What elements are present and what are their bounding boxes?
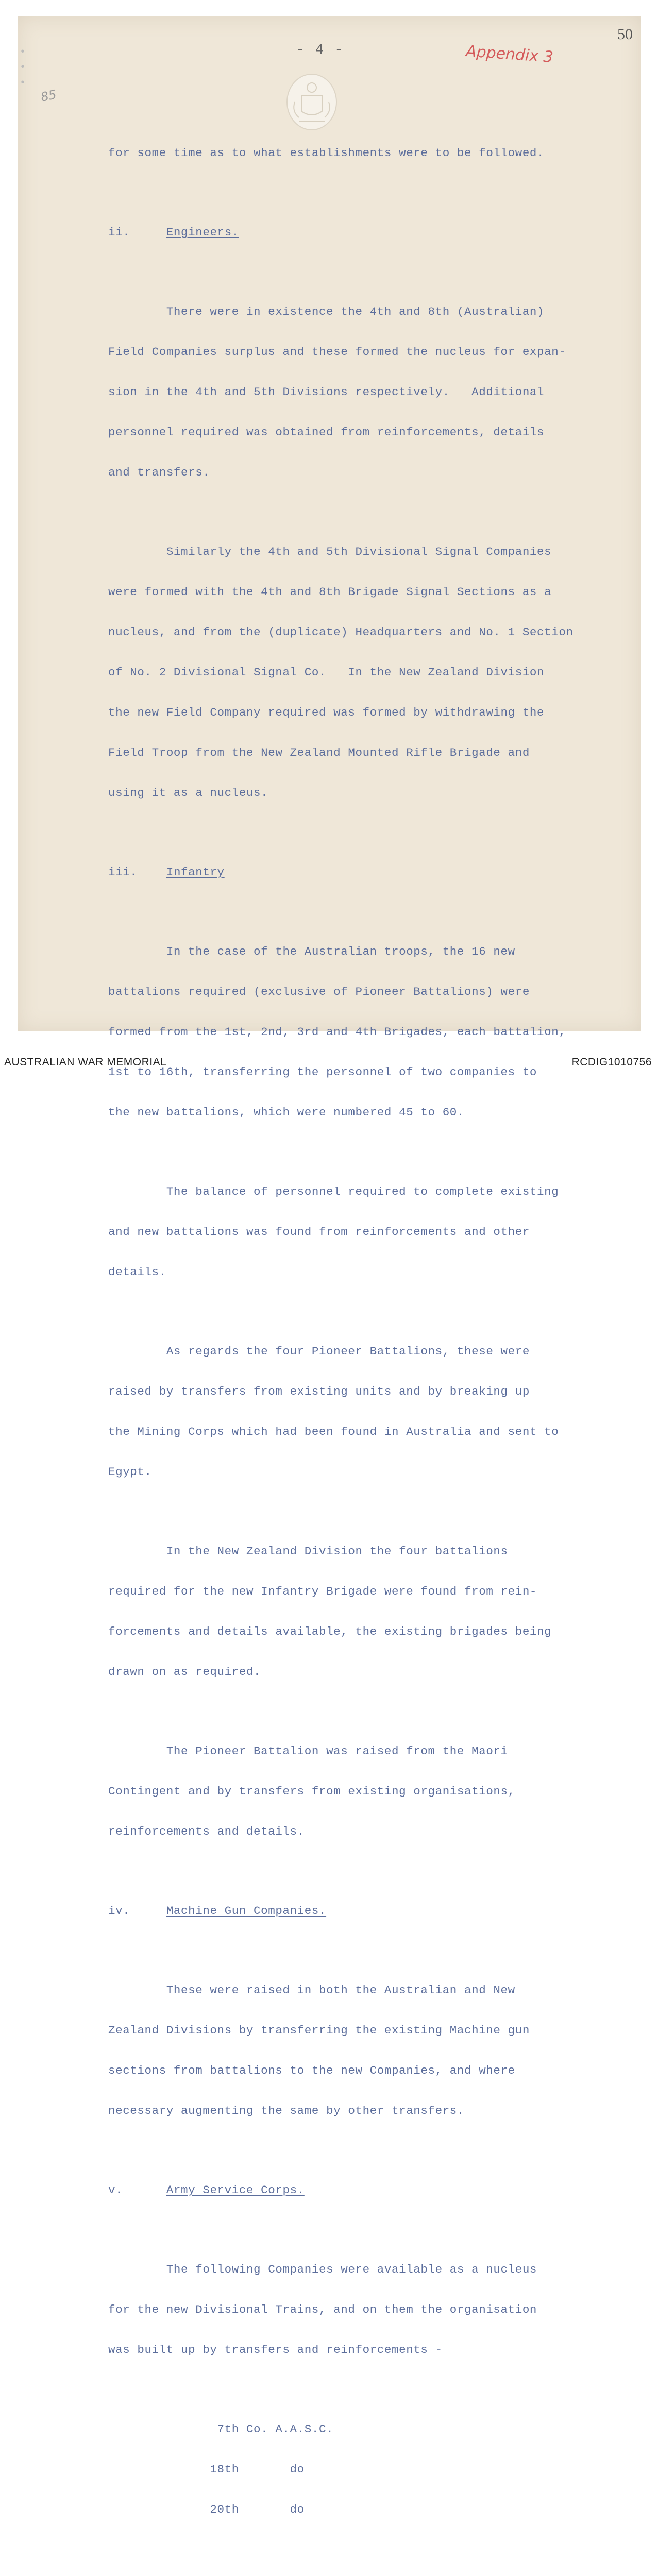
footer-institution: AUSTRALIAN WAR MEMORIAL	[4, 1056, 167, 1068]
text-line: Field Troop from the New Zealand Mounted Rifle Brigade and	[108, 746, 530, 759]
text-line: formed from the 1st, 2nd, 3rd and 4th Brigades, each battalion,	[108, 1025, 566, 1039]
text-line: In the case of the Australian troops, the 16 new	[108, 945, 515, 958]
text-line: were formed with the 4th and 8th Brigade Signal Sections as a	[108, 585, 552, 599]
text-line: sections from battalions to the new Companies, and where	[108, 2064, 515, 2077]
margin-note: 85	[39, 87, 58, 105]
text-line: necessary augmenting the same by other transfers.	[108, 2104, 465, 2117]
text-line: using it as a nucleus.	[108, 786, 268, 800]
appendix-annotation: Appendix 3	[465, 42, 554, 66]
text-line: the new Field Company required was formed by withdrawing the	[108, 706, 545, 719]
text-line: In the New Zealand Division the four battalions	[108, 1545, 508, 1558]
text-line: for some time as to what establishments were to be followed.	[108, 146, 545, 160]
page-label: - 4 -	[296, 42, 345, 58]
text-line: There were in existence the 4th and 8th (Australian)	[108, 305, 545, 318]
section-heading: ii. Engineers.	[108, 226, 239, 239]
text-line: details.	[108, 1265, 166, 1279]
text-line: These were raised in both the Australian and New	[108, 1984, 515, 1997]
text-line: Egypt.	[108, 1465, 152, 1479]
table-row: 7th Co. A.A.S.C.	[108, 2422, 334, 2436]
text-line: The balance of personnel required to complete existing	[108, 1185, 559, 1198]
text-line: sion in the 4th and 5th Divisions respectively. Additional	[108, 385, 545, 399]
text-line: The Pioneer Battalion was raised from the Maori	[108, 1744, 508, 1758]
text-line: The following Companies were available as a nucleus	[108, 2263, 537, 2276]
text-line: and transfers.	[108, 466, 210, 479]
text-line: the new battalions, which were numbered 45 to 60.	[108, 1106, 465, 1119]
text-line: Similarly the 4th and 5th Divisional Signal Companies	[108, 545, 552, 558]
text-line: 1st to 16th, transferring the personnel of two companies to	[108, 1065, 537, 1079]
text-line: Contingent and by transfers from existing organisations,	[108, 1785, 515, 1798]
footer-record-id: RCDIG1010756	[571, 1056, 652, 1068]
text-line: and new battalions was found from reinforcements and other	[108, 1225, 530, 1239]
text-line: drawn on as required.	[108, 1665, 261, 1679]
text-line: reinforcements and details.	[108, 1825, 305, 1838]
text-line: the Mining Corps which had been found in Australia and sent to	[108, 1425, 559, 1438]
text-line: for the new Divisional Trains, and on them the organisation	[108, 2303, 537, 2316]
text-line: battalions required (exclusive of Pioneer Battalions) were	[108, 985, 530, 998]
edge-marks: • • •	[20, 46, 26, 89]
text-line: personnel required was obtained from reinforcements, details	[108, 426, 545, 439]
text-line: was built up by transfers and reinforcements -	[108, 2343, 443, 2357]
text-line: forcements and details available, the existing brigades being	[108, 1625, 552, 1638]
text-line: nucleus, and from the (duplicate) Headquarters and No. 1 Section	[108, 625, 573, 639]
typewritten-body	[108, 120, 618, 2576]
table-row: 18th do	[108, 2463, 305, 2476]
text-line: Zealand Divisions by transferring the existing Machine gun	[108, 2024, 530, 2037]
section-heading: iii. Infantry	[108, 866, 225, 879]
section-heading: iv. Machine Gun Companies.	[108, 1904, 327, 1918]
text-line: of No. 2 Divisional Signal Co. In the New Zealand Division	[108, 666, 545, 679]
text-line: As regards the four Pioneer Battalions, these were	[108, 1345, 530, 1358]
text-line: Field Companies surplus and these formed the nucleus for expan-	[108, 345, 566, 359]
text-line: raised by transfers from existing units and by breaking up	[108, 1385, 530, 1398]
section-heading: v. Army Service Corps.	[108, 2183, 305, 2197]
table-row: 20th do	[108, 2503, 305, 2516]
folio-number: 50	[617, 26, 633, 43]
text-line: required for the new Infantry Brigade were found from rein-	[108, 1585, 537, 1598]
